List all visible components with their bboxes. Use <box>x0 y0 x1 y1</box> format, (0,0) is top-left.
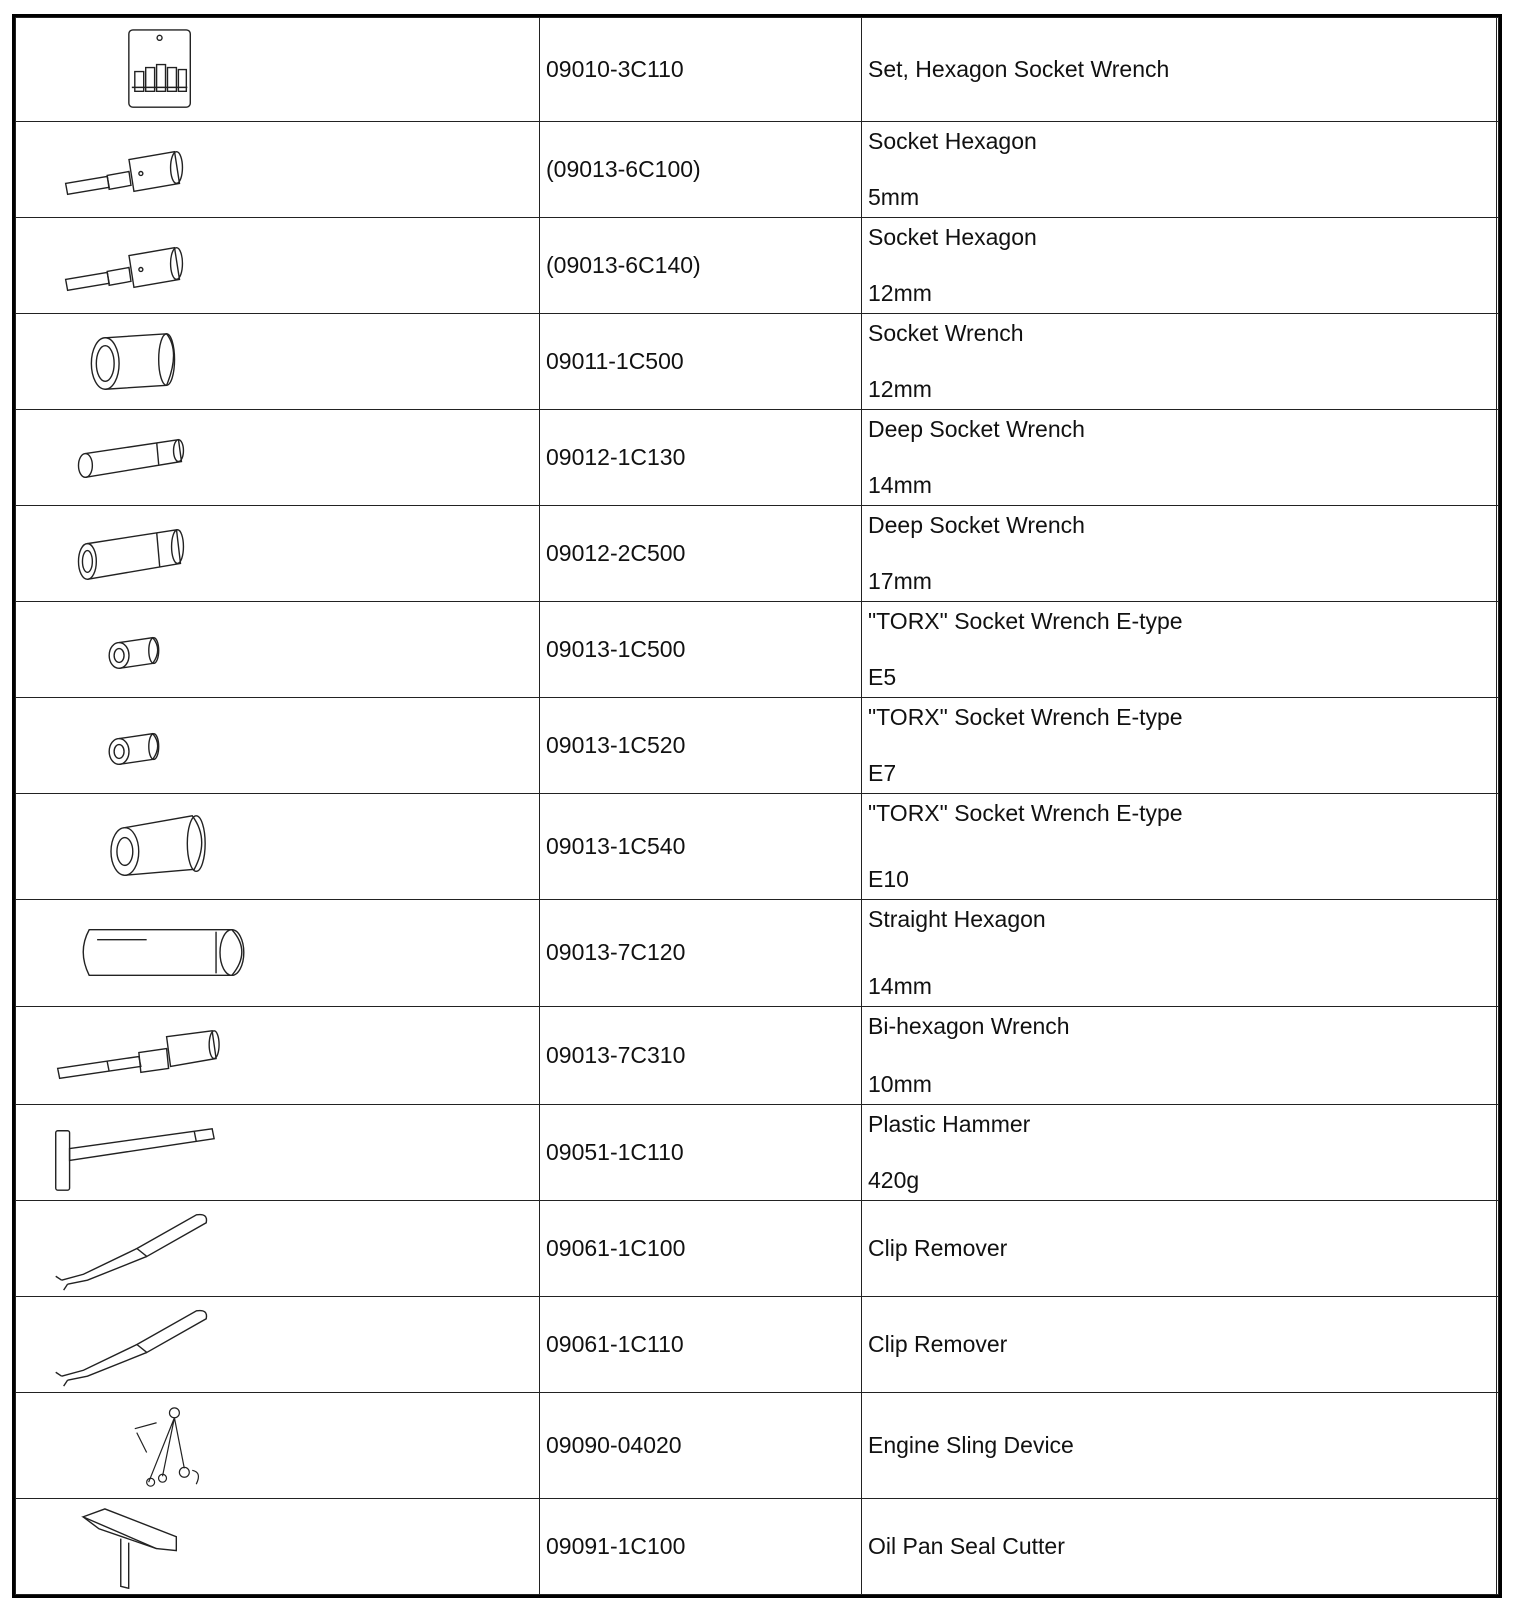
part-number: 09051-1C110 <box>540 1104 862 1200</box>
tool-description <box>862 1006 1497 1104</box>
tool-illustration <box>16 1006 540 1104</box>
tool-name: Straight Hexagon <box>868 906 1046 933</box>
tool-description <box>862 1104 1497 1200</box>
tool-description <box>862 218 1497 314</box>
empty-cell <box>1497 1200 1499 1296</box>
table-row <box>16 314 1499 410</box>
hex-socket-bit-icon <box>16 218 539 313</box>
plastic-hammer-icon <box>16 1105 539 1200</box>
straight-hexagon-icon <box>16 900 539 1005</box>
part-number: (09013-6C100) <box>540 122 862 218</box>
tool-name: Socket Hexagon <box>868 128 1037 155</box>
tool-description <box>862 794 1497 900</box>
table-row <box>16 1006 1499 1104</box>
hexagon-socket-set-icon <box>16 18 539 121</box>
bi-hexagon-wrench-icon <box>16 1007 539 1104</box>
part-number: 09013-7C120 <box>540 900 862 1006</box>
tool-illustration <box>16 122 540 218</box>
tool-size: E7 <box>868 760 897 787</box>
tool-name: Clip Remover <box>862 1296 1497 1392</box>
part-number: 09011-1C500 <box>540 314 862 410</box>
tool-size: 420g <box>868 1166 920 1193</box>
tool-illustration <box>16 900 540 1006</box>
table-row <box>16 1498 1499 1594</box>
tool-name: Bi-hexagon Wrench <box>868 1012 1070 1039</box>
tool-description <box>862 602 1497 698</box>
tool-name: Engine Sling Device <box>862 1392 1497 1498</box>
empty-cell <box>1497 1498 1499 1594</box>
hex-socket-bit-icon <box>16 122 539 217</box>
clip-remover-icon <box>16 1201 539 1296</box>
tool-illustration <box>16 1498 540 1594</box>
torx-socket-small-icon <box>16 602 539 697</box>
tool-name: "TORX" Socket Wrench E-type <box>868 800 1183 827</box>
empty-cell <box>1497 122 1499 218</box>
torx-socket-small-icon <box>16 698 539 793</box>
tool-name: Oil Pan Seal Cutter <box>862 1498 1497 1594</box>
tool-illustration <box>16 1104 540 1200</box>
tool-description <box>862 122 1497 218</box>
seal-cutter-icon <box>16 1499 539 1594</box>
part-number: 09091-1C100 <box>540 1498 862 1594</box>
empty-cell <box>1497 794 1499 900</box>
tool-illustration <box>16 218 540 314</box>
tool-size: 14mm <box>868 972 932 999</box>
special-tools-table <box>12 14 1502 1598</box>
table-row <box>16 900 1499 1006</box>
tool-illustration <box>16 698 540 794</box>
tool-illustration <box>16 18 540 122</box>
tool-name: Clip Remover <box>862 1200 1497 1296</box>
tools-table <box>15 17 1499 1595</box>
table-row <box>16 794 1499 900</box>
tool-illustration <box>16 506 540 602</box>
tool-name: Deep Socket Wrench <box>868 512 1085 539</box>
tool-size: 12mm <box>868 280 932 307</box>
part-number: 09012-1C130 <box>540 410 862 506</box>
part-number: 09013-7C310 <box>540 1006 862 1104</box>
empty-cell <box>1497 1006 1499 1104</box>
tool-illustration <box>16 410 540 506</box>
tool-description <box>862 900 1497 1006</box>
tool-illustration <box>16 314 540 410</box>
tool-size: 10mm <box>868 1070 932 1097</box>
table-row <box>16 1104 1499 1200</box>
tool-description <box>862 314 1497 410</box>
tool-name: "TORX" Socket Wrench E-type <box>868 704 1183 731</box>
empty-cell <box>1497 410 1499 506</box>
tool-illustration <box>16 794 540 900</box>
torx-socket-large-icon <box>16 794 539 899</box>
tool-illustration <box>16 1392 540 1498</box>
socket-wrench-icon <box>16 314 539 409</box>
table-row <box>16 218 1499 314</box>
empty-cell <box>1497 18 1499 122</box>
table-row <box>16 506 1499 602</box>
tool-description <box>862 506 1497 602</box>
empty-cell <box>1497 506 1499 602</box>
empty-cell <box>1497 602 1499 698</box>
part-number: 09013-1C500 <box>540 602 862 698</box>
tool-description <box>862 410 1497 506</box>
tool-illustration <box>16 1296 540 1392</box>
empty-cell <box>1497 698 1499 794</box>
part-number: 09061-1C110 <box>540 1296 862 1392</box>
tool-size: 14mm <box>868 472 932 499</box>
part-number: 09010-3C110 <box>540 18 862 122</box>
table-row <box>16 1392 1499 1498</box>
empty-cell <box>1497 218 1499 314</box>
table-row <box>16 122 1499 218</box>
tool-size: E5 <box>868 664 897 691</box>
deep-socket-icon <box>16 506 539 601</box>
tool-name: Socket Wrench <box>868 320 1024 347</box>
tool-description <box>862 698 1497 794</box>
tool-size: 17mm <box>868 568 932 595</box>
part-number: 09012-2C500 <box>540 506 862 602</box>
empty-cell <box>1497 1296 1499 1392</box>
table-row <box>16 1200 1499 1296</box>
tool-name: Plastic Hammer <box>868 1110 1031 1137</box>
part-number: 09013-1C540 <box>540 794 862 900</box>
part-number: 09090-04020 <box>540 1392 862 1498</box>
tool-name: "TORX" Socket Wrench E-type <box>868 608 1183 635</box>
empty-cell <box>1497 314 1499 410</box>
tool-size: 5mm <box>868 184 920 211</box>
tool-size: E10 <box>868 866 909 893</box>
table-row <box>16 602 1499 698</box>
tool-name: Set, Hexagon Socket Wrench <box>862 18 1497 122</box>
table-row <box>16 410 1499 506</box>
tool-size: 12mm <box>868 376 932 403</box>
deep-socket-icon <box>16 410 539 505</box>
table-row <box>16 1296 1499 1392</box>
table-row <box>16 18 1499 122</box>
tool-name: Socket Hexagon <box>868 224 1037 251</box>
empty-cell <box>1497 1104 1499 1200</box>
clip-remover-icon <box>16 1297 539 1392</box>
empty-cell <box>1497 900 1499 1006</box>
tool-illustration <box>16 602 540 698</box>
part-number: 09013-1C520 <box>540 698 862 794</box>
table-row <box>16 698 1499 794</box>
part-number: (09013-6C140) <box>540 218 862 314</box>
tool-illustration <box>16 1200 540 1296</box>
tool-name: Deep Socket Wrench <box>868 416 1085 443</box>
engine-sling-icon <box>16 1393 539 1498</box>
empty-cell <box>1497 1392 1499 1498</box>
part-number: 09061-1C100 <box>540 1200 862 1296</box>
